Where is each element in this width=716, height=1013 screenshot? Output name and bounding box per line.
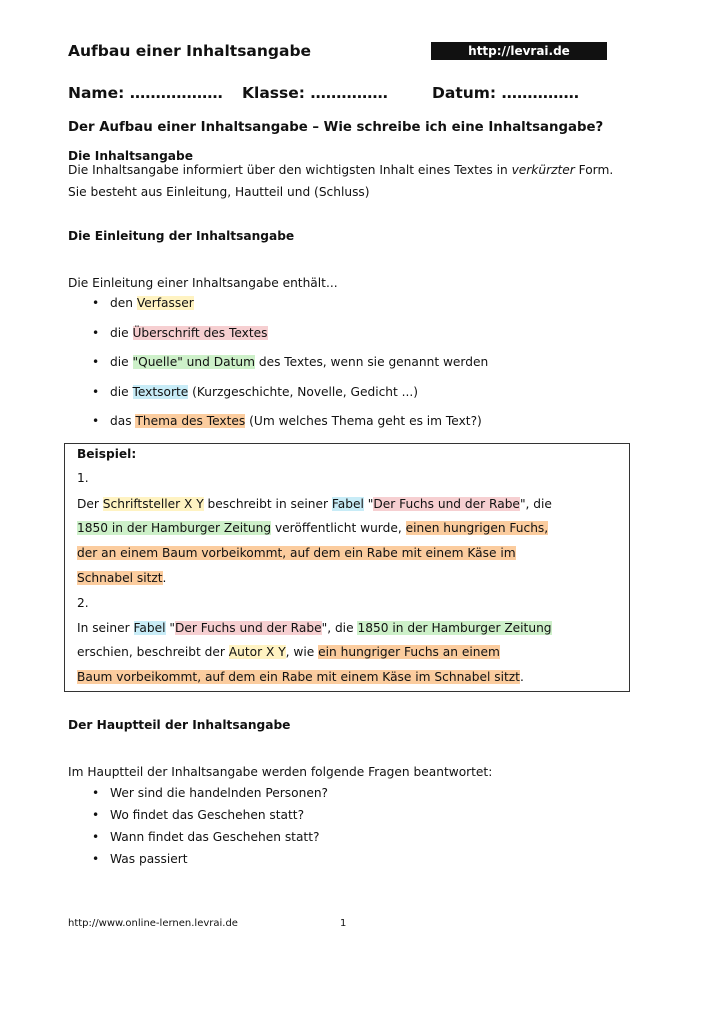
- intro-line1: [68, 161, 613, 179]
- text-seg: ": [363, 497, 374, 511]
- beispiel1-line1: [77, 495, 552, 513]
- intro-line1-em: verkürzter: [511, 163, 575, 177]
- item-post: des Textes, wenn sie genannt werden: [254, 355, 489, 369]
- datum-field: Datum: ……………: [432, 84, 580, 102]
- item-pre: das: [110, 414, 136, 428]
- hauptteil-list: [92, 784, 328, 872]
- item-pre: die: [110, 385, 133, 399]
- subtitle: Der Aufbau einer Inhaltsangabe – Wie schreibe ich eine Inhaltsangabe?: [68, 120, 604, 135]
- beispiel-number-2: 2.: [77, 596, 89, 610]
- highlight-textsorte: Fabel: [331, 497, 364, 511]
- item-post: (Um welches Thema geht es im Text?): [245, 414, 482, 428]
- list-item: • Was passiert: [92, 850, 328, 872]
- highlight-autor: Autor X Y: [228, 645, 286, 659]
- hauptteil-heading: Der Hauptteil der Inhaltsangabe: [68, 718, 291, 732]
- item-highlight-quelle: "Quelle" und Datum: [132, 355, 255, 369]
- text-seg: Der: [77, 497, 103, 511]
- highlight-quelle: 1850 in der Hamburger Zeitung: [357, 621, 552, 635]
- einleitung-item-2: [92, 324, 268, 342]
- beispiel2-line1: [77, 619, 552, 637]
- highlight-quelle: 1850 in der Hamburger Zeitung: [77, 521, 272, 535]
- footer-url: http://www.online-lernen.levrai.de: [68, 918, 238, 929]
- item-highlight-thema: Thema des Textes: [135, 414, 246, 428]
- beispiel-number-1: 1.: [77, 471, 89, 485]
- beispiel2-line2: [77, 643, 500, 661]
- item-highlight-textsorte: Textsorte: [132, 385, 189, 399]
- item-pre: die: [110, 355, 133, 369]
- list-item: • Wo findet das Geschehen statt?: [92, 806, 328, 828]
- beispiel1-line4: [77, 569, 166, 587]
- highlight-autor: Schriftsteller X Y: [102, 497, 204, 511]
- list-item: • Wann findet das Geschehen statt?: [92, 828, 328, 850]
- text-seg: ", die: [321, 621, 358, 635]
- einleitung-item-3: [92, 353, 488, 371]
- einleitung-lead: Die Einleitung einer Inhaltsangabe enthält...: [68, 276, 338, 290]
- item-highlight-verfasser: Verfasser: [136, 296, 194, 310]
- hauptteil-lead: Im Hauptteil der Inhaltsangabe werden folgende Fragen beantwortet:: [68, 765, 493, 779]
- highlight-thema: Schnabel sitzt: [77, 571, 163, 585]
- highlight-thema: Baum vorbeikommt, auf dem ein Rabe mit einem Käse im Schnabel sitzt: [77, 670, 520, 684]
- text-seg: .: [162, 571, 167, 585]
- intro-heading: Die Inhaltsangabe: [68, 149, 194, 163]
- text-seg: In seiner: [77, 621, 134, 635]
- list-item: • Wer sind die handelnden Personen?: [92, 784, 328, 806]
- page-number: 1: [340, 918, 347, 929]
- text-seg: , wie: [285, 645, 319, 659]
- text-seg: ": [165, 621, 176, 635]
- einleitung-heading: Die Einleitung der Inhaltsangabe: [68, 229, 295, 243]
- item-post: (Kurzgeschichte, Novelle, Gedicht ...): [188, 385, 419, 399]
- text-seg: ", die: [519, 497, 552, 511]
- name-field: Name: ………………: [68, 84, 223, 102]
- item-pre: die: [110, 326, 133, 340]
- url-badge: http://levrai.de: [431, 42, 607, 60]
- item-highlight-ueberschrift: Überschrift des Textes: [132, 326, 268, 340]
- beispiel-label: Beispiel:: [77, 447, 137, 461]
- highlight-thema: ein hungriger Fuchs an einem: [318, 645, 500, 659]
- item-pre: den: [110, 296, 137, 310]
- beispiel1-line2: [77, 519, 548, 537]
- highlight-titel: Der Fuchs und der Rabe: [373, 497, 520, 511]
- intro-line1-a: Die Inhaltsangabe informiert über den wichtigsten Inhalt eines Textes in: [68, 163, 512, 177]
- page-title: Aufbau einer Inhaltsangabe: [68, 42, 312, 60]
- highlight-textsorte: Fabel: [133, 621, 166, 635]
- text-seg: beschreibt in seiner: [203, 497, 332, 511]
- intro-line1-b: Form.: [574, 163, 614, 177]
- highlight-thema: der an einem Baum vorbeikommt, auf dem ein Rabe mit einem Käse im: [77, 546, 516, 560]
- text-seg: .: [519, 670, 524, 684]
- einleitung-item-4: [92, 383, 418, 401]
- intro-line2: Sie besteht aus Einleitung, Hautteil und (Schluss): [68, 185, 370, 199]
- beispiel1-line3: [77, 544, 516, 562]
- einleitung-item-5: [92, 412, 482, 430]
- einleitung-item-1: [92, 294, 194, 312]
- beispiel2-line3: [77, 668, 524, 686]
- text-seg: erschien, beschreibt der: [77, 645, 229, 659]
- highlight-thema: einen hungrigen Fuchs,: [405, 521, 549, 535]
- klasse-field: Klasse: ……………: [242, 84, 388, 102]
- highlight-titel: Der Fuchs und der Rabe: [175, 621, 322, 635]
- text-seg: veröffentlicht wurde,: [271, 521, 406, 535]
